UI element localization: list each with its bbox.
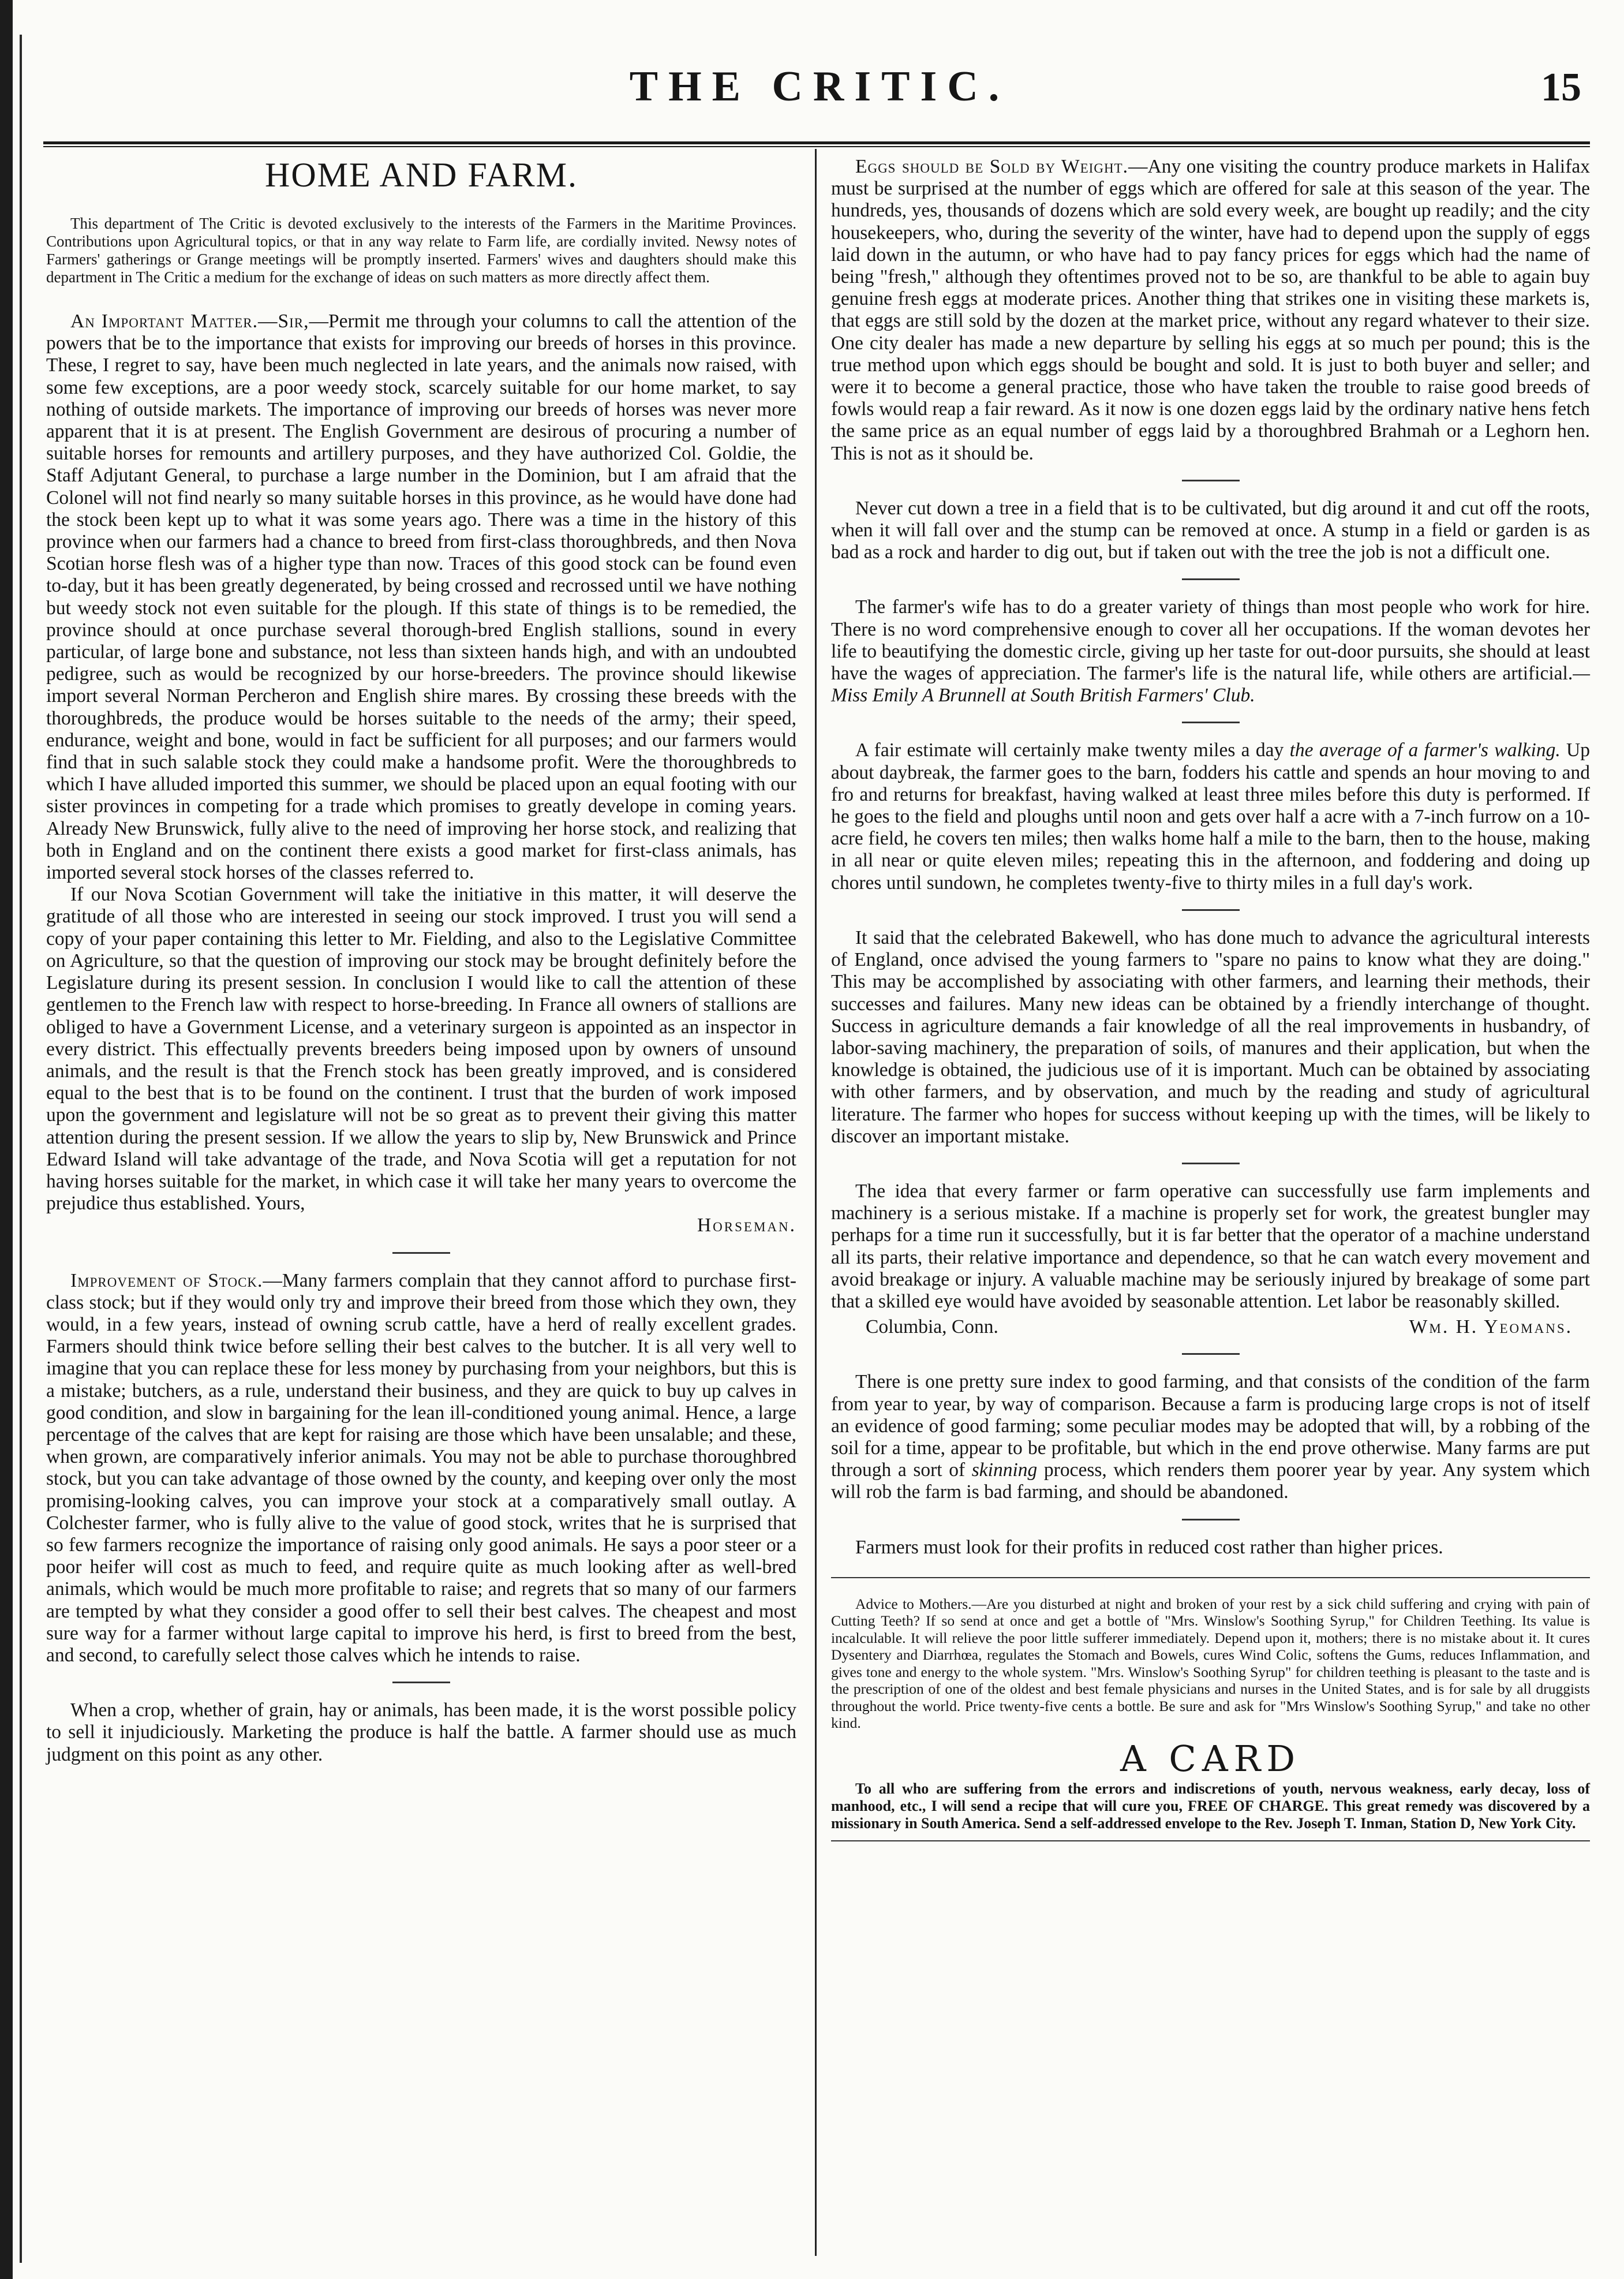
section-title: HOME AND FARM.	[265, 156, 578, 194]
advertisement-rule	[831, 1577, 1590, 1578]
article-eggs	[831, 156, 1590, 465]
section-divider	[1182, 1353, 1240, 1355]
left-column	[46, 156, 796, 1766]
advertisement-card-title: A CARD	[1120, 1737, 1301, 1780]
article-body: —Any one visiting the country produce markets in Halifax must be surprised at the number of eggs which are offered for sale at this season of the year. The hundreds, yes, thousands of dozens which are sold every week, are bought up readily; and the city housekeepers, who, during the severity of the winter, have had to depend upon the supply of eggs laid down in the autumn, or who have had to pay fancy prices for eggs which had the name of being "fresh," although they oftentimes proved not to be so, are thankful to be able to again buy genuine fresh eggs at moderate prices. Another thing that strikes one in visiting these markets is, that eggs are still sold by the dozen at the market price, without any regard whatever to their size. One city dealer has made a new departure by selling his eggs at so much per pound; this is the true method upon which eggs should be bought and sold. It is just to both buyer and seller; and were it to become a general practice, those who have taken the trouble to raise good breeds of fowls would reap a fair reward. As it now is one dozen eggs laid by the ordinary native hens fetch the same price as an equal number of eggs laid by a thoroughbred Brahmah or a Leghorn hen. This is not as it should be.	[831, 156, 1590, 464]
article-horse-breeds	[46, 311, 796, 884]
signature: Horseman.	[697, 1215, 796, 1236]
article-body: A fair estimate will certainly make twenty miles a day	[855, 739, 1290, 761]
binding-line	[20, 35, 22, 2263]
signature-place: Columbia, Conn.	[866, 1316, 998, 1338]
article-emphasis: skinning	[971, 1459, 1038, 1481]
section-intro: This department of The Critic is devoted exclusively to the interests of the Farmers in the Maritime Provinces. Contributions upon Agricultural topics, or that in any way relate to Farm life, are cordially invited. Newsy notes of Farmers' gatherings or Grange meetings will be promptly inserted. Farmers' wives and daughters should make this department in The Critic a medium for the exchange of ideas on such matters as more directly affect them.	[46, 215, 796, 286]
section-divider	[1182, 480, 1240, 481]
column-divider	[815, 149, 817, 2256]
article-body: Up about daybreak, the farmer goes to the barn, fodders his cattle and spends an hour moving to and fro and returns for breakfast, having walked at least three miles before this duty is performed. If he goes to the field and ploughs until noon and gets over half a acre with a 7-inch furrow on a 10-acre field, he covers ten miles; then walks home half a mile to the barn, then to the house, making in all near or quite eleven miles; repeating this in the afternoon, and foddering and doing up chores until sundown, he completes twenty-five to thirty miles in a full day's work.	[831, 739, 1590, 894]
binding-edge	[0, 0, 13, 2279]
article-lead: Eggs should be Sold by Weight.	[855, 156, 1128, 177]
article-comparison	[831, 1371, 1590, 1503]
article-machinery: The idea that every farmer or farm operative can successfully use farm implements and machinery is a serious mistake. If a machine is properly set for work, the greatest bungler may perhaps for a time run it successfully, but it is far better that the operator of a machine understand all its parts, their relative importance and dependence, so that he can watch every movement and avoid breakage or injury. A valuable machine may be seriously injured by breakage of some part that a skilled eye would have avoided by seasonable attention. Let labor be reasonably skilled.	[831, 1180, 1590, 1312]
section-divider	[1182, 909, 1240, 911]
signature: Wm. H. Yeomans.	[1409, 1316, 1573, 1338]
article-body: —Permit me through your columns to call the attention of the powers that be to the importance that exists for improving our breeds of horses in this province. These, I regret to say, have been much neglected in late years, and the animals now raised, with some few exceptions, are a poor weedy stock, scarcely suitable for our home market, to say nothing of outside markets. The importance of improving our breeds of horses was never more apparent that it is at present. The English Government are desirous of procuring a number of suitable horses for remounts and artillery purposes, and they have authorized Col. Goldie, the Staff Adjutant General, to purchase a large number in the Dominion, but I am afraid that the Colonel will not find nearly so many suitable horses in this province, as he would have done had the stock been kept up to what it was some years ago. There was a time in the history of this province when our farmers had a chance to breed from first-class thoroughbreds, and then Nova Scotian horse flesh was of a higher type than now. Traces of this good stock can be found even to-day, but it has been greatly degenerated, by being crossed and recrossed until we have nothing but weedy stock not even suitable for the plough. If this state of things is to be remedied, the province should at once purchase several thorough-bred English stallions, sound in every particular, of large bone and substance, not less than sixteen hands high, and with an undoubted pedigree, such as would be recognized by our horse-breeders. The province should likewise import several Norman Percheron and English shire mares. By crossing these breeds with the thoroughbreds, the produce would be horses suitable to the needs of the army; their speed, endurance, weight and bone, would in fact be sufficient for all purposes; and our farmers would find that in such salable stock they could make a handsome profit. Were the thoroughbreds to which I have alluded imported this summer, we should be placed upon an equal footing with our sister provinces in competing for a trade which promises to greatly develope in coming years. Already New Brunswick, fully alive to the need of improving her horse stock, and realizing that both in England and on the continent there exists a good market for first-class animals, has imported several stock horses of the classes referred to.	[46, 311, 797, 884]
masthead-rule	[43, 141, 1590, 144]
section-divider	[1182, 1163, 1240, 1164]
section-divider	[1182, 722, 1240, 723]
section-divider	[1182, 578, 1240, 580]
page-number: 15	[1541, 65, 1581, 110]
article-tree: Never cut down a tree in a field that is to be cultivated, but dig around it and cut off the roots, when it will fall over and the stump can be removed at once. A stump in a field or garden is as bad as a rock and harder to dig out, but if taken out with the tree the job is not a difficult one.	[831, 497, 1590, 563]
section-divider	[392, 1252, 450, 1254]
article-attribution: —Miss Emily A Brunnell at South British Farmers' Club.	[831, 663, 1590, 707]
advertisement-card-body: To all who are suffering from the errors and indiscretions of youth, nervous weakness, early decay, loss of manhood, etc., I will send a recipe that will cure you, FREE OF CHARGE. This great remedy was discovered by a missionary in South America. Send a self-addressed envelope to the Rev. Joseph T. Inman, Station D, New York City.	[831, 1780, 1590, 1832]
signature-row	[866, 1316, 1573, 1338]
article-profits: Farmers must look for their profits in reduced cost rather than higher prices.	[855, 1536, 1443, 1558]
masthead-title: THE CRITIC.	[629, 63, 1010, 110]
advertisement-soothing-syrup: Advice to Mothers.—Are you disturbed at night and broken of your rest by a sick child suffering and crying with pain of Cutting Teeth? If so send at once and get a bottle of "Mrs. Winslow's Soothing Syrup," for Children Teething. Its value is incalculable. It will relieve the poor little sufferer immediately. Depend upon it, mothers; there is no mistake about it. It cures Dysentery and Diarrhœa, regulates the Stomach and Bowels, cures Wind Colic, softens the Gums, reduces Inflammation, and gives tone and energy to the whole system. "Mrs. Winslow's Soothing Syrup" for children teething is pleasant to the taste and is the prescription of one of the oldest and best female physicians and nurses in the United States, and is for sale by all druggists throughout the world. Price twenty-five cents a bottle. Be sure and ask for "Mrs Winslow's Soothing Syrup," and take no other kind.	[831, 1595, 1590, 1732]
footer-rule	[831, 1840, 1590, 1841]
section-divider	[1182, 1519, 1240, 1520]
article-body: —Many farmers complain that they cannot afford to purchase first-class stock; but if they would only try and improve their breed from those which they own, they would, in a few years, instead of owning scrub cattle, have a herd of really excellent grades. Farmers should think twice before selling their best calves to the butcher. It is all very well to imagine that you can replace these for less money by purchasing from your neighbors, but this is a mistake; butchers, as a rule, understand their business, and they are quick to buy up calves in good condition, and slow in bargaining for the lean ill-conditioned young animal. Hence, a large percentage of the calves that are kept for raising are those which have been unsalable; and these, when grown, are comparatively inferior animals. You may not be able to purchase thoroughbred stock, but you can take advantage of those owned by the county, and keeping over only the most promising-looking calves, you can improve your stock at a comparatively small outlay. A Colchester farmer, who is fully alive to the value of good stock, writes that he is surprised that so few farmers recognize the importance of raising only good animals. He says a poor steer or a poor heifer will cost as much to feed, and require quite as much looking after as well-bred animals, which would be much more profitable to raise; and regrets that so many of our farmers are tempted by what they consider a good offer to sell their best calves. The cheapest and most sure way for a farmer without large capital to improve his herd, is first to breed from the best, and second, to carefully select those calves which he intends to raise.	[46, 1269, 796, 1666]
article-bakewell: It said that the celebrated Bakewell, who has done much to advance the agricultural interests of England, once advised the young farmers to "spare no pains to know what they are doing." This may be accomplished by associating with other farmers, and learning their methods, their successes and failures. Many new ideas can be obtained by a friendly interchange of thought. Success in agriculture demands a fair knowledge of all the real improvements in husbandry, of labor-saving machinery, the preparation of soils, of manures and their application, but when the knowledge is obtained, the judicious use of it is important. Much can be obtained by associating with other farmers, and by observation, and much by the reading and study of agricultural literature. The farmer who hopes for success without keeping up with the times, will be likely to discover an important mistake.	[831, 926, 1590, 1147]
article-lead: Improvement of Stock.	[70, 1269, 263, 1291]
article-body: The farmer's wife has to do a greater variety of things than most people who work for hire. There is no word comprehensive enough to cover all her occupations. If the woman devotes her life to beautifying the domestic circle, giving up her taste for out-door pursuits, she should at least have the wages of appreciation. The farmer's life is the natural life, while others are artificial.	[831, 596, 1590, 685]
masthead	[40, 46, 1599, 147]
section-divider	[392, 1682, 450, 1683]
article-farmers-wife	[831, 596, 1590, 707]
article-marketing: When a crop, whether of grain, hay or animals, has been made, it is the worst possible policy to sell it injudiciously. Marketing the produce is half the battle. A farmer should use as much judgment on this point as any other.	[46, 1699, 796, 1765]
masthead-rule-thin	[43, 146, 1590, 147]
right-column	[831, 156, 1590, 1841]
article-improvement-of-stock	[46, 1270, 796, 1667]
article-body: There is one pretty sure index to good farming, and that consists of the condition of the farm from year to year, by way of comparison. Because a farm is producing large crops is not of itself an evidence of good farming; some peculiar modes may be adopted that will, by a robbing of the soil for a time, appear to be profitable, but which in the end prove otherwise. Many farms are put through a sort of	[831, 1371, 1590, 1481]
article-paragraph: If our Nova Scotian Government will take the initiative in this matter, it will deserve the gratitude of all those who are interested in seeing our stock improved. I trust you will send a copy of your paper containing this letter to Mr. Fielding, and also to the Legislative Committee on Agriculture, so that the question of improving our stock may be brought definitely before the Legislature during its present session. In conclusion I would like to call the attention of these gentlemen to the French law with respect to horse-breeding. In France all owners of stallions are obliged to have a Government License, and a veterinary surgeon is appointed as an inspector in every district. This effectually prevents breeders being imposed upon by owners of unsound animals, and the result is that the French stock has been greatly improved, and is considered equal to the best that is to be found on the continent. I trust that the burden of work imposed upon the government and legislature will not be so great as to prevent their giving this matter attention during the present session. If we allow the years to slip by, New Brunswick and Prince Edward Island will take advantage of the trade, and Nova Scotia will get a reputation for not having horses suitable for the market, in which case it will take her many years to overcome the prejudice thus established. Yours,	[46, 884, 796, 1215]
article-emphasis: the average of a farmer's walking.	[1289, 739, 1561, 761]
article-body: process, which renders them poorer year by year. Any system which will rob the farm is bad farming, and should be abandoned.	[831, 1459, 1591, 1503]
article-lead: An Important Matter.—Sir,	[70, 311, 309, 332]
article-walking	[831, 739, 1590, 894]
